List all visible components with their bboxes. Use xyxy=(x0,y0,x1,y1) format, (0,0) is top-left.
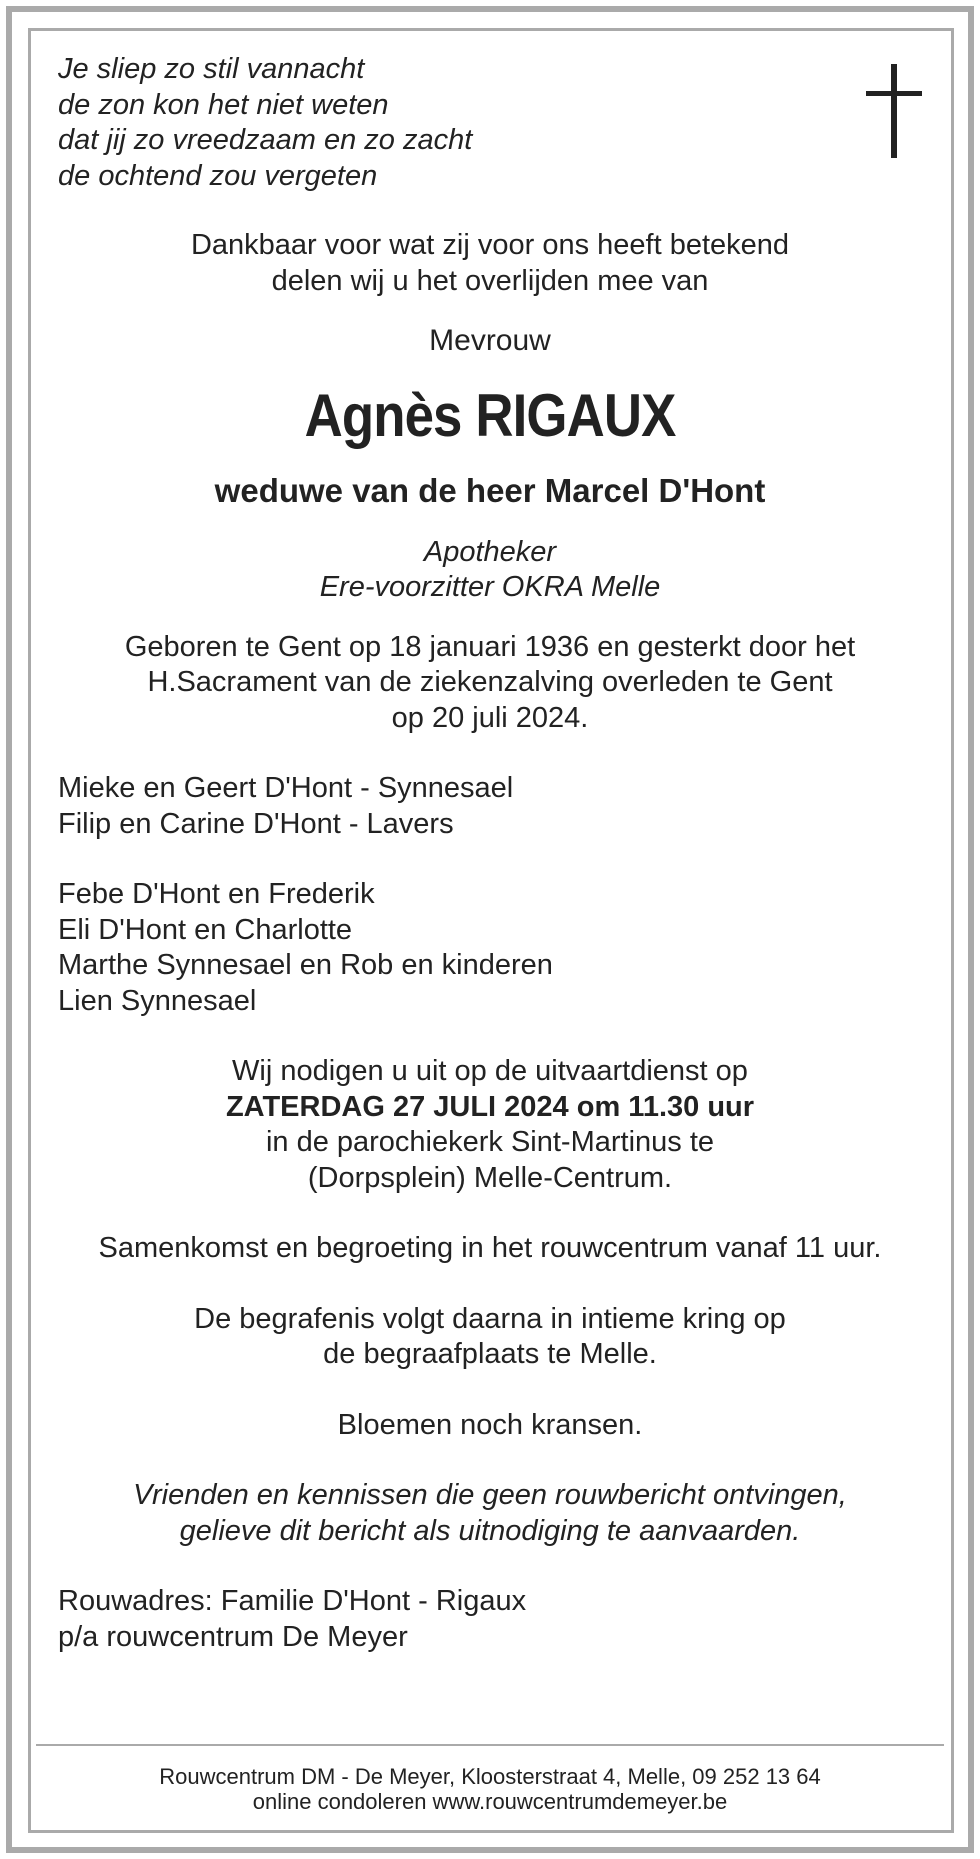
family-children xyxy=(58,771,922,842)
role-line: Ere-voorzitter OKRA Melle xyxy=(319,571,661,603)
funeral-date: ZATERDAG 27 JULI 2024 om 11.30 uur xyxy=(225,1090,755,1123)
meeting-info xyxy=(58,1231,922,1267)
honorific: Mevrouw xyxy=(429,324,551,357)
family-line: Eli D'Hont en Charlotte xyxy=(58,913,353,946)
flowers-line: Bloemen noch kransen. xyxy=(337,1408,643,1441)
footer-divider xyxy=(36,1744,944,1746)
address-line: Rouwadres: Familie D'Hont - Rigaux xyxy=(58,1585,527,1617)
intro-line: Dankbaar voor wat zij voor ons heeft betekend xyxy=(190,229,790,261)
roles xyxy=(58,535,922,606)
mourning-address xyxy=(58,1584,922,1655)
deceased-name: Agnès RIGAUX xyxy=(304,381,676,449)
poem-line: Je sliep zo stil vannacht xyxy=(58,53,365,85)
flowers-note xyxy=(58,1408,922,1444)
footer xyxy=(36,1764,944,1814)
family-line: Filip en Carine D'Hont - Lavers xyxy=(58,807,454,840)
death-notice xyxy=(58,52,922,1655)
family-grandchildren xyxy=(58,877,922,1019)
invite-line: (Dorpsplein) Melle-Centrum. xyxy=(307,1161,673,1194)
friends-line: Vrienden en kennissen die geen rouwbericht ontvingen, xyxy=(133,1479,847,1511)
birth-line: H.Sacrament van de ziekenzalving overleden te Gent xyxy=(147,666,833,698)
family-line: Febe D'Hont en Frederik xyxy=(58,878,375,910)
friends-line: gelieve dit bericht als uitnodiging te aanvaarden. xyxy=(179,1514,801,1547)
role-line: Apotheker xyxy=(423,535,557,568)
burial-line: de begraafplaats te Melle. xyxy=(323,1338,657,1370)
poem-line: dat jij zo vreedzaam en zo zacht xyxy=(58,124,473,156)
poem xyxy=(58,52,922,194)
family-line: Mieke en Geert D'Hont - Synnesael xyxy=(58,772,514,804)
birth-line: op 20 juli 2024. xyxy=(391,701,589,734)
invite-line: in de parochiekerk Sint-Martinus te xyxy=(265,1126,715,1158)
intro-line: delen wij u het overlijden mee van xyxy=(271,264,709,297)
burial-info xyxy=(58,1302,922,1373)
widow-line: weduwe van de heer Marcel D'Hont xyxy=(214,471,766,509)
invite-line: Wij nodigen u uit op de uitvaartdienst op xyxy=(232,1055,748,1087)
address-line: p/a rouwcentrum De Meyer xyxy=(58,1620,408,1653)
meeting-line: Samenkomst en begroeting in het rouwcentrum vanaf 11 uur. xyxy=(98,1232,882,1264)
birth-death-info xyxy=(58,630,922,737)
funeral-home-contact: Rouwcentrum DM - De Meyer, Kloosterstraat 4, Melle, 09 252 13 64 xyxy=(159,1764,821,1789)
birth-line: Geboren te Gent op 18 januari 1936 en gesterkt door het xyxy=(124,630,856,663)
poem-line: de zon kon het niet weten xyxy=(58,88,389,121)
poem-line: de ochtend zou vergeten xyxy=(58,159,378,192)
friends-note xyxy=(58,1478,922,1549)
burial-line: De begrafenis volgt daarna in intieme kring op xyxy=(194,1302,786,1335)
family-line: Marthe Synnesael en Rob en kinderen xyxy=(58,949,553,981)
intro-text xyxy=(58,228,922,299)
online-condolence-link[interactable]: online condoleren www.rouwcentrumdemeyer.be xyxy=(252,1789,728,1814)
family-line: Lien Synnesael xyxy=(58,984,257,1017)
funeral-invitation xyxy=(58,1054,922,1196)
